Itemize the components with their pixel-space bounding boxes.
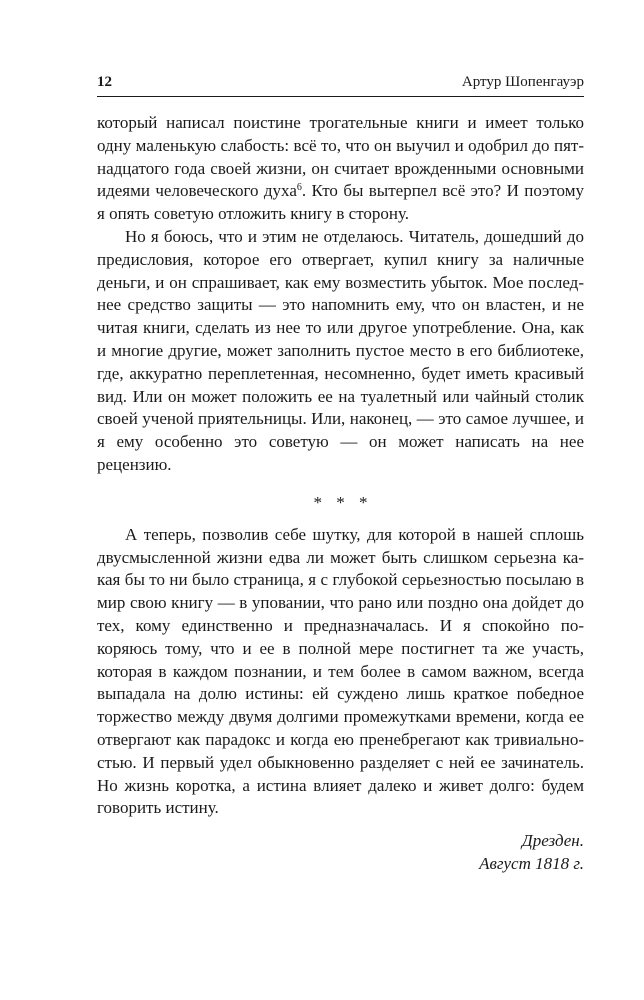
paragraph-text: . Кто бы вытерпел всё это? И поэтому я опять советую отложить книгу в сторону. [97, 181, 584, 224]
footnote-reference: 6 [296, 182, 302, 194]
running-head [97, 72, 584, 94]
paragraph-continued [97, 112, 584, 226]
page-number: 12 [97, 74, 112, 90]
header-rule [97, 96, 584, 97]
body-text [97, 112, 584, 876]
signature-date: Август 1818 г. [479, 853, 584, 873]
signature-block [97, 830, 584, 876]
signature-place: Дрезден. [521, 831, 584, 851]
paragraph-text: который написал поистине трогательные книги и имеет только одну маленькую слабость: всё то, что он выучил и одобрил до пятнадцатого года своей жизни, он считает врожденными основными идеями человеческого духа [97, 113, 584, 201]
paragraph: Но я боюсь, что и этим не отделаюсь. Читатель, дошедший до предисловия, которое его отвергает, купил книгу за наличные деньги, и он спрашивает, как ему возместить убыток. Мое последнее средство защиты — это напомнить ему, что он властен, и не читая книги, сделать из нее то или другое употребление. Она, как и многие другие, может заполнить пустое место в его библиотеке, где, аккуратно переплетенная, несомненно, будет иметь красивый вид. Или он может положить ее на туалетный или чайный столик своей ученой приятельницы. Или, наконец, — это самое лучшее, и я ему особенно это советую — он может написать на нее рецензию. [97, 226, 584, 474]
running-head-author: Артур Шопенгауэр [461, 74, 584, 90]
paragraph: А теперь, позволив себе шутку, для которой в нашей сплошь двусмысленной жизни едва ли может быть слишком серьезна какая бы то ни было страница, я с глубокой серьезностью посылаю в мир свою книгу — в уповании, что рано или поздно она дойдет до тех, кому единственно и предназначалась. И я спокойно покоряюсь тому, что и ее в полной мере постигнет та же участь, которая в каждом познании, и тем более в самом важном, всегда выпадала на долю истины: ей суждено лишь краткое победное торжество между двумя долгими промежутками времени, когда ее отвергают как парадокс и когда ею пренебрегают как тривиальностью. И первый удел обыкновенно разделяет с ней ее зачинатель. Но жизнь коротка, а истина влияет далеко и живет долго: будем говорить истину. [97, 524, 584, 818]
section-separator: * * * [313, 492, 368, 512]
